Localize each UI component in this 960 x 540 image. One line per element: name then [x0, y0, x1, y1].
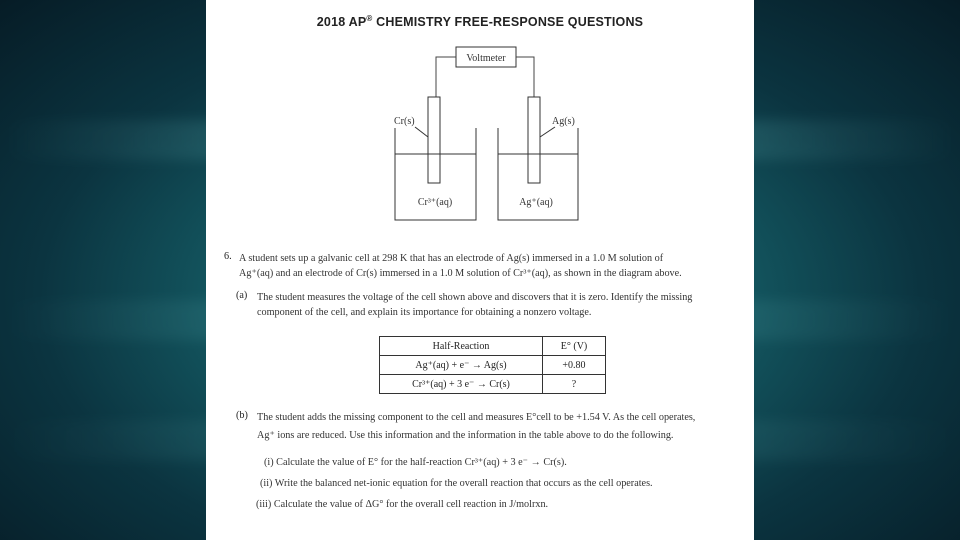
document-page [206, 0, 754, 540]
ag-solution-label: Ag⁺(aq) [519, 197, 553, 208]
part-b-line-1: The student adds the missing component to the cell and measures E°cell to be +1.54 V. As the cell operates, [257, 412, 696, 423]
table-cell: Ag⁺(aq) + e⁻ → Ag(s) [380, 356, 543, 375]
cr-electrode-label: Cr(s) [394, 116, 415, 127]
part-b-line-2: Ag⁺ ions are reduced. Use this information and the information in the table above to do the following. [257, 430, 674, 441]
ag-electrode-label: Ag(s) [552, 116, 575, 127]
table-cell: +0.80 [543, 356, 606, 375]
sub-question-ii: (ii) Write the balanced net-ionic equation for the overall reaction that occurs as the cell operates. [260, 478, 653, 489]
part-a-line-2: component of the cell, and explain its importance for obtaining a nonzero voltage. [257, 307, 592, 318]
table-cell: ? [543, 375, 606, 394]
table-row [380, 375, 606, 394]
sub-question-i: (i) Calculate the value of E° for the half-reaction Cr³⁺(aq) + 3 e⁻ → Cr(s). [264, 457, 567, 468]
half-reaction-table [379, 336, 606, 394]
part-a-line-1: The student measures the voltage of the cell shown above and discovers that it is zero. Identify the missing [257, 292, 693, 303]
galvanic-cell-diagram [206, 0, 754, 240]
sub-question-iii: (iii) Calculate the value of ΔG° for the overall cell reaction in J/molrxn. [256, 499, 549, 510]
voltmeter-label: Voltmeter [466, 53, 506, 64]
cr-electrode [428, 97, 440, 183]
table-header-reaction: Half-Reaction [380, 337, 543, 356]
part-a-label: (a) [236, 290, 248, 301]
table-row [380, 356, 606, 375]
ag-electrode [528, 97, 540, 183]
table-header-potential: E° (V) [543, 337, 606, 356]
page-title: 2018 AP® CHEMISTRY FREE-RESPONSE QUESTIONS [316, 14, 644, 30]
intro-line-1: A student sets up a galvanic cell at 298 K that has an electrode of Ag(s) immersed in a 1.0 M solution of [239, 253, 664, 264]
intro-line-2: Ag⁺(aq) and an electrode of Cr(s) immersed in a 1.0 M solution of Cr³⁺(aq), as shown in the diagram above. [239, 268, 682, 279]
question-number: 6. [224, 251, 232, 262]
table-cell: Cr³⁺(aq) + 3 e⁻ → Cr(s) [380, 375, 543, 394]
part-b-label: (b) [236, 410, 248, 421]
cr-solution-label: Cr³⁺(aq) [417, 197, 453, 208]
